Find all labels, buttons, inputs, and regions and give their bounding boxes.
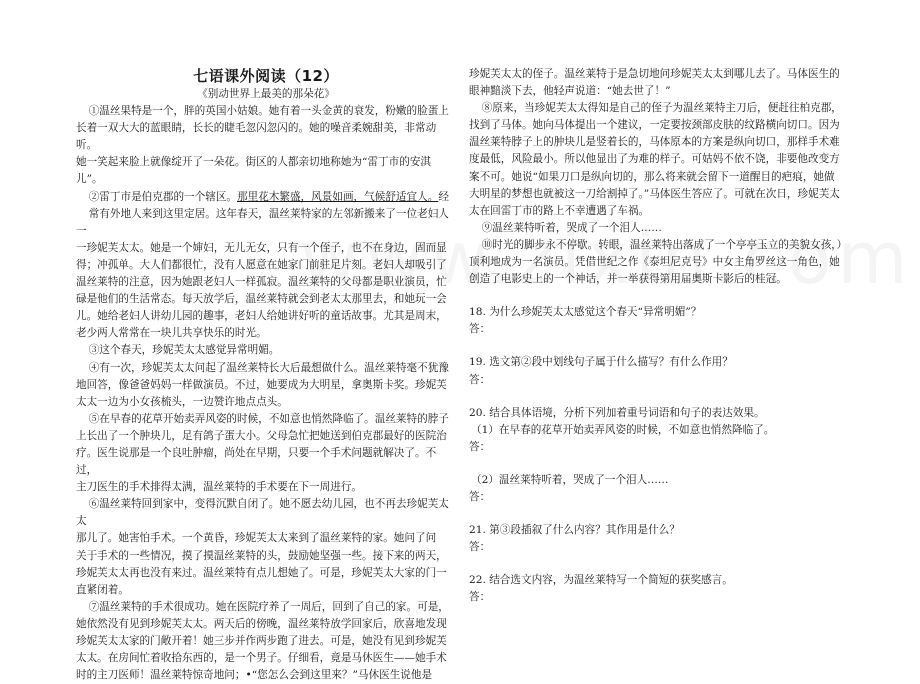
line-text: 经 — [438, 190, 449, 203]
paragraph-line: 直紧闭着。 — [76, 583, 129, 596]
question-text: 19. 选文第②段中划线句子属于什么描写？有什么作用？ — [469, 356, 733, 369]
paragraph-line: 案不可。她说“如果刀口是纵向切的，那么将来就会留下一道醒目的疤痕，她做 — [469, 170, 835, 183]
question-text: 20. 结合具体语境，分析下列加着重号词语和句子的表达效果。 — [469, 406, 765, 419]
paragraph-p5 — [76, 411, 456, 496]
paragraph-line: 创造了电影史上的一个神话，并一举获得第用届奥斯卡影后的桂冠。 — [469, 273, 787, 286]
question-q22 — [469, 572, 849, 606]
sub-question-text: （2）温丝莱特听着，哭成了一个泪人…… — [471, 473, 669, 486]
paragraph-line: 得；冲孤单。大人们都很忙，没有人愿意在她家门前驻足片刻。老妇人却吸引了 — [76, 258, 447, 271]
line-text: ②雷丁市是伯克郡的一个辖区。 — [88, 190, 238, 203]
paragraph-line: 时的主刀医师！温丝莱特惊奇地问；•“您怎么会到这里来？”马休医生说他是 — [76, 669, 433, 682]
paragraph-p1 — [76, 103, 456, 188]
paragraph-line: ⑤在早春的花草开始卖弄风姿的时候，不如意也悄然降临了。温丝莱特的脖子 — [88, 412, 449, 425]
paragraph-p4 — [76, 360, 456, 411]
right-column — [469, 66, 849, 606]
paragraph-line: ①温丝果特是一个，胖的英国小姑娘。她有着一头金黄的衰发，粉嫩的脸蛋上 — [88, 105, 449, 118]
paragraph-line: 太太一边为小女孩梳头，一边赞许地点点头。 — [76, 395, 288, 408]
paragraph-line: 主刀医生的手术排得太满，温丝莱特的手术要在下一周进行。 — [76, 481, 363, 494]
paragraph-line: 碌是他们的生活常态。每天放学后，温丝莱特就会到老太太那里去，和她玩一会 — [76, 293, 447, 306]
paragraph-line: ⑧原来，当珍妮芙太太得知是自己的侄子为温丝莱特主刀后，便赶往柏克郡， — [481, 102, 842, 115]
paragraph-line: ⑩时光的脚步永不停歇。转眼，温丝莱特出落成了一个亭亭玉立的美貌女孩，） — [481, 238, 848, 251]
article-body-right — [469, 66, 849, 288]
paragraph-line: ⑨温丝莱特听着，哭成了一个泪人…… — [481, 221, 662, 234]
paragraph-line: ④有一次，珍妮芙太太问起了温丝莱特长大后最想做什么。温丝莱特毫不犹豫 — [88, 361, 449, 374]
paragraph-p2a — [76, 189, 456, 206]
paragraph-p9 — [469, 220, 849, 237]
paragraph-p10 — [469, 237, 849, 288]
answer-label[interactable]: 答： — [469, 591, 491, 604]
paragraph-line: 地回答，像爸爸妈妈一样做演员。不过，她要成为大明星，拿奥斯卡奖。珍妮芙 — [76, 378, 447, 391]
underlined-sentence: 那里花木繁盛，风景如画，气候舒适宜人。 — [237, 190, 439, 203]
paragraph-p2b — [76, 206, 456, 343]
question-q19 — [469, 354, 849, 388]
answer-label[interactable]: 答： — [469, 323, 491, 336]
paragraph-line: ③这个春天，珍妮芙太太感觉异常明媚。 — [88, 344, 280, 357]
paragraph-line: 温丝莱特脖子上的肿块儿是竖着长的，马体原本的方案是纵向切口，那样手术难 — [469, 136, 840, 149]
page-title: 七语课外阅读（12） — [193, 67, 339, 85]
paragraph-line: 常有外地人来到这里定居。这年春天，温丝莱特家的左邻新搬来了一位老妇人一 — [76, 207, 449, 237]
paragraph-line: 顶利地成为一名演员。凭借世纪之作《泰坦尼克号》中女主角罗丝这一角色，她 — [469, 256, 840, 269]
paragraph-line: ⑥温丝莱特回到家中，变得沉默自闭了。她不愿去幼儿园，也不再去珍妮芙太太 — [76, 498, 449, 528]
paragraph-line: 她一笑起来脸上就像绽开了一朵花。街区的人都亲切地称她为“雷丁市的安淇 — [76, 156, 432, 169]
paragraph-line: 她依然没有见到珍妮芙太太。两天后的傍晚，温丝莱特放学回家后，欣喜地发现 — [76, 617, 447, 630]
paragraph-line: 度最低，风险最小。所以他显出了为难的样子。可姑妈不依不饶，非要他改变方 — [469, 153, 840, 166]
question-q18 — [469, 304, 849, 338]
paragraph-line: 儿。她给老妇人讲幼儿园的趣事，老妇人给她讲好听的童话故事。尤其是周末， — [76, 310, 447, 323]
paragraph-p3 — [76, 342, 456, 359]
paragraph-line: 疗。医生说那是一个良吐肿瘤，尚处在早期，只要一个手术问题就解决了。不过， — [76, 446, 437, 477]
article-body-left — [76, 103, 456, 684]
paragraph-line: 珍妮芙太太再也没有来过。温丝莱特有点儿想她了。可是，珍妮芙太大家的门一 — [76, 566, 447, 579]
paragraph-line: 上长出了一个肿块儿，足有鸽子蛋大小。父母急忙把她送到伯克郡最好的医院治 — [76, 429, 447, 442]
question-list — [469, 304, 849, 606]
question-q21 — [469, 522, 849, 556]
paragraph-line: 太在回雷丁市的路上不幸遭遇了车祸。 — [469, 204, 650, 217]
answer-label[interactable]: 答： — [469, 490, 491, 503]
question-q20 — [469, 405, 849, 506]
question-text: 22. 结合选文内容，为温丝莱特写一个简短的获奖感言。 — [469, 574, 733, 587]
paragraph-p6 — [76, 496, 456, 599]
paragraph-p7 — [76, 599, 456, 684]
answer-label[interactable]: 答： — [469, 440, 491, 453]
paragraph-line: 大明星的梦想也就被这一刀给割掉了。”马体医生答应了。可就在次日，珍妮芙太 — [469, 187, 840, 200]
paragraph-line — [76, 189, 456, 206]
question-text: 21. 第③段插叙了什么内容？其作用是什么？ — [469, 524, 680, 537]
paragraph-line: 找到了马体。她向马体提出一个建议，一定要按颈部皮肤的纹路横向切口。因为 — [469, 119, 840, 132]
answer-label[interactable]: 答： — [469, 541, 491, 554]
paragraph-line: 那儿了。她害怕手术。一个黄昏，珍妮芙太太来到了温丝莱特的家。她问了问 — [76, 532, 437, 545]
paragraph-line: 温丝莱特的注意，因为她跟老妇人一样孤寂。温丝莱特的父母都是职业演员，忙 — [76, 276, 447, 289]
paragraph-line: 关于手术的一些情况，摸了摸温丝莱特的头，鼓励她坚强一些。接下来的两天， — [76, 549, 447, 562]
paragraph-line: 儿”。 — [76, 173, 103, 186]
paragraph-line: 老少两人常常在一块儿共享快乐的时光。 — [76, 327, 267, 340]
paragraph-line: 珍妮芙太太的侄子。温丝莱特于是急切地问珍妮芙太太到哪儿去了。马体医生的 — [469, 68, 840, 80]
paragraph-line: 长着一双大大的蓝眼睛，长长的睫毛忽闪忽闪的。她的噪音柔婉甜美，非常动听。 — [76, 122, 437, 152]
question-text: 18. 为什么珍妮芙太太感觉这个春天“异常明媚”？ — [469, 306, 702, 319]
paragraph-line: 珍妮芙太太家的门敞开着！她三步并作两步跑了进去。可是，她没有见到珍妮芙 — [76, 635, 447, 647]
paragraph-p7c — [469, 66, 849, 100]
paragraph-line: 一珍妮芙太太。她是一个婶妇，无儿无女，只有一个侄子，也不在身边，固而显 — [76, 241, 447, 254]
article-subtitle: 《别动世界上最美的那朵花》 — [197, 88, 335, 100]
paragraph-line: 太太。在房间忙着收拾东西的，是一个男子。仔细看，竟是马休医生——她手术 — [76, 652, 447, 665]
paragraph-line: ⑦温丝莱特的手术很成功。她在医院疗养了一周后，回到了自己的家。可是， — [88, 600, 449, 613]
sub-question-text: （1）在早春的花草开始卖弄风姿的时候，不如意也悄然降临了。 — [471, 423, 775, 436]
left-column — [76, 66, 456, 684]
paragraph-p8 — [469, 100, 849, 220]
paragraph-line: 眼神黯淡下去，他轻声说道：“她去世了！” — [469, 85, 671, 98]
answer-label[interactable]: 答： — [469, 373, 491, 386]
